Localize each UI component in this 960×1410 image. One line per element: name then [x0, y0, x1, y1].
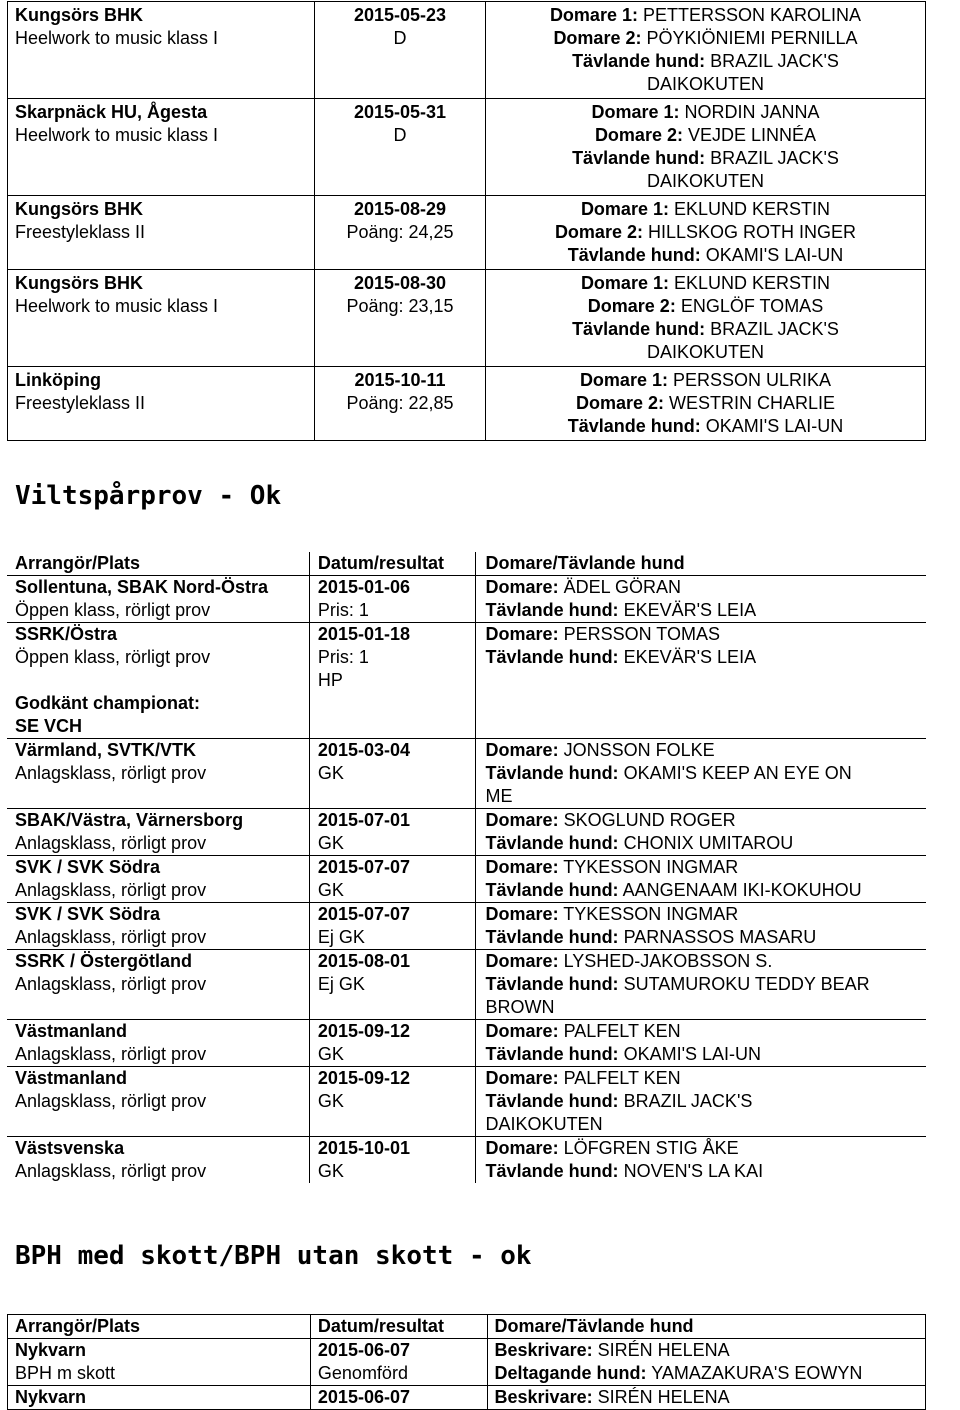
organizer-cell: [7, 856, 309, 903]
table-row: [7, 950, 926, 1020]
date-result-cell: [310, 1339, 487, 1386]
text-line: [486, 762, 926, 785]
text-line: Västmanland: [15, 1068, 128, 1088]
text-line: [486, 1137, 926, 1160]
field-label: Domare 2:: [587, 296, 676, 316]
table-row: [7, 903, 926, 950]
text-line: [486, 1090, 926, 1113]
date-result-cell: [309, 809, 475, 856]
field-label: Domare:: [485, 951, 559, 971]
field-value: PETTERSSON KAROLINA: [642, 5, 862, 25]
judges-dog-cell: [485, 367, 925, 441]
judges-dog-cell: [475, 623, 926, 739]
text-line: GK: [317, 880, 344, 900]
field-label: Beskrivare:: [494, 1340, 593, 1360]
judges-dog-cell: [485, 2, 925, 99]
organizer-cell: [7, 809, 309, 856]
table-row: [7, 856, 926, 903]
date-result-cell: [309, 1020, 475, 1067]
date-result-cell: [309, 576, 475, 623]
text-line: HP: [317, 670, 343, 690]
table-row: [8, 1339, 926, 1386]
field-label: Tävlande hund:: [572, 148, 706, 168]
field-label: Domare:: [485, 1068, 559, 1088]
text-line: Anlagsklass, rörligt prov: [15, 1091, 207, 1111]
date: 2015-08-29: [353, 199, 447, 219]
field-label: Domare 2:: [575, 393, 664, 413]
field-value: PERSSON TOMAS: [563, 624, 720, 644]
organizer-cell: [7, 623, 309, 739]
column-header: Arrangör/Plats: [7, 552, 309, 576]
text-line: [495, 1339, 925, 1362]
field-value: VEJDE LINNÉA: [687, 125, 817, 145]
text-line: 2015-09-12: [317, 1068, 410, 1088]
organizer-cell: [7, 950, 309, 1020]
text-line: GK: [317, 763, 344, 783]
organizer-cell: [8, 1386, 311, 1410]
field-value: NOVEN'S LA KAI: [623, 1161, 764, 1181]
table-row: [7, 1020, 926, 1067]
organizer-cell: [7, 739, 309, 809]
judges-dog-cell: [475, 903, 926, 950]
table-row: [8, 99, 926, 196]
field-label: Domare 1:: [579, 370, 668, 390]
field-label: Domare:: [485, 740, 559, 760]
field-label: Tävlande hund:: [485, 1044, 619, 1064]
organizer-cell: [8, 99, 315, 196]
date-result-cell: [315, 196, 486, 270]
text-line: [486, 50, 925, 73]
result: D: [393, 28, 407, 48]
result: Poäng: 24,25: [346, 222, 454, 242]
result: D: [393, 125, 407, 145]
field-label: Tävlande hund:: [572, 319, 706, 339]
class-name: Freestyleklass II: [15, 393, 146, 413]
text-line: [486, 147, 925, 170]
class-name: Heelwork to music klass I: [15, 125, 219, 145]
column-header: Domare/Tävlande hund: [487, 1315, 925, 1339]
text-line: Anlagsklass, rörligt prov: [15, 1161, 207, 1181]
text-line: [486, 1043, 926, 1066]
text-line: BPH m skott: [15, 1363, 116, 1383]
text-line: Anlagsklass, rörligt prov: [15, 1044, 207, 1064]
judges-dog-cell: [475, 1020, 926, 1067]
text-line: Pris: 1: [317, 647, 369, 667]
text-line: [486, 415, 925, 438]
text-line: Nykvarn: [15, 1387, 87, 1407]
text-line: [486, 739, 926, 762]
field-label: Tävlande hund:: [485, 974, 619, 994]
date-result-cell: [309, 950, 475, 1020]
table-row: [7, 809, 926, 856]
field-value: ME: [485, 786, 513, 806]
date-result-cell: [315, 2, 486, 99]
field-label: Tävlande hund:: [485, 600, 619, 620]
field-label: Tävlande hund:: [567, 416, 701, 436]
text-line: GK: [317, 1091, 344, 1111]
field-label: Tävlande hund:: [485, 763, 619, 783]
field-value: DAIKOKUTEN: [646, 171, 764, 191]
field-value: TYKESSON INGMAR: [563, 857, 739, 877]
date: 2015-08-30: [353, 273, 447, 293]
text-line: [495, 1386, 925, 1409]
date: 2015-05-31: [353, 102, 447, 122]
field-value: BRAZIL JACK'S: [623, 1091, 753, 1111]
judges-dog-cell: [475, 576, 926, 623]
text-line: 2015-09-12: [317, 1021, 410, 1041]
text-line: [486, 101, 925, 124]
field-label: Domare 2:: [554, 222, 643, 242]
field-value: EKLUND KERSTIN: [673, 273, 831, 293]
text-line: SSRK/Östra: [15, 624, 118, 644]
text-line: [486, 832, 926, 855]
column-header: Arrangör/Plats: [8, 1315, 311, 1339]
table-row: [7, 1137, 926, 1184]
judges-dog-cell: [475, 1067, 926, 1137]
field-value: OKAMI'S KEEP AN EYE ON: [623, 763, 852, 783]
field-value: HILLSKOG ROTH INGER: [647, 222, 857, 242]
table-row: [8, 2, 926, 99]
text-line: [486, 198, 925, 221]
text-line: GK: [317, 833, 344, 853]
organizer-cell: [7, 1137, 309, 1184]
text-line: SVK / SVK Södra: [15, 904, 161, 924]
field-value: ENGLÖF TOMAS: [680, 296, 824, 316]
text-line: GK: [317, 1044, 344, 1064]
field-label: Tävlande hund:: [567, 245, 701, 265]
column-header: Datum/resultat: [310, 1315, 487, 1339]
header-row: [8, 1315, 926, 1339]
text-line: [486, 623, 926, 646]
result: Poäng: 23,15: [346, 296, 454, 316]
judges-dog-cell: [485, 196, 925, 270]
text-line: 2015-08-01: [317, 951, 410, 971]
text-line: [486, 272, 925, 295]
date-result-cell: [310, 1386, 487, 1410]
field-label: Domare:: [485, 1021, 559, 1041]
field-value: OKAMI'S LAI-UN: [705, 416, 844, 436]
text-line: [486, 392, 925, 415]
text-line: Värmland, SVTK/VTK: [15, 740, 197, 760]
field-label: Deltagande hund:: [494, 1363, 647, 1383]
field-label: Tävlande hund:: [485, 647, 619, 667]
date-result-cell: [309, 1137, 475, 1184]
organizer-cell: [8, 270, 315, 367]
text-line: Anlagsklass, rörligt prov: [15, 763, 207, 783]
text-line: Anlagsklass, rörligt prov: [15, 833, 207, 853]
text-line: SVK / SVK Södra: [15, 857, 161, 877]
text-line: [486, 318, 925, 341]
organizer-cell: [7, 1067, 309, 1137]
field-label: Domare:: [485, 810, 559, 830]
organizer-cell: [7, 576, 309, 623]
field-value: DAIKOKUTEN: [485, 1114, 603, 1134]
text-line: 2015-06-07: [317, 1387, 410, 1407]
text-line: [486, 221, 925, 244]
text-line: [486, 646, 926, 669]
text-line: GK: [317, 1161, 344, 1181]
field-value: NORDIN JANNA: [684, 102, 820, 122]
judges-dog-cell: [475, 950, 926, 1020]
text-line: 2015-07-07: [317, 857, 410, 877]
date: 2015-05-23: [353, 5, 447, 25]
field-value: BRAZIL JACK'S: [710, 319, 839, 339]
text-line: Västsvenska: [15, 1138, 125, 1158]
section-title-bph: BPH med skott/BPH utan skott - ok: [15, 1241, 532, 1271]
text-line: [486, 170, 925, 193]
field-value: PALFELT KEN: [563, 1021, 681, 1041]
field-value: DAIKOKUTEN: [646, 74, 764, 94]
date-result-cell: [315, 99, 486, 196]
field-label: Domare:: [485, 577, 559, 597]
column-header: Datum/resultat: [309, 552, 475, 576]
organizer-cell: [8, 1339, 311, 1386]
field-value: WESTRIN CHARLIE: [669, 393, 836, 413]
organizer-cell: [8, 367, 315, 441]
field-value: BRAZIL JACK'S: [710, 51, 839, 71]
field-value: SIRÉN HELENA: [597, 1387, 730, 1407]
field-label: Tävlande hund:: [485, 833, 619, 853]
class-name: Freestyleklass II: [15, 222, 146, 242]
text-line: [486, 950, 926, 973]
text-line: [486, 124, 925, 147]
field-label: Domare 2:: [594, 125, 683, 145]
text-line: [486, 295, 925, 318]
text-line: Anlagsklass, rörligt prov: [15, 927, 207, 947]
field-value: AANGENAAM IKI-KOKUHOU: [622, 880, 862, 900]
field-label: Domare 1:: [580, 273, 669, 293]
field-label: Tävlande hund:: [485, 1161, 619, 1181]
field-label: Tävlande hund:: [485, 1091, 619, 1111]
table-row: [7, 739, 926, 809]
organizer-cell: [8, 196, 315, 270]
heelwork-results-table: [7, 1, 926, 441]
club-name: Kungsörs BHK: [15, 5, 144, 25]
field-value: OKAMI'S LAI-UN: [623, 1044, 762, 1064]
section-title-viltspar: Viltspårprov - Ok: [15, 481, 282, 511]
organizer-cell: [7, 1020, 309, 1067]
field-label: Beskrivare:: [494, 1387, 593, 1407]
text-line: Godkänt championat:: [15, 693, 201, 713]
text-line: [486, 576, 926, 599]
field-value: SKOGLUND ROGER: [563, 810, 736, 830]
date-result-cell: [309, 739, 475, 809]
field-label: Domare 1:: [580, 199, 669, 219]
text-line: [486, 973, 926, 996]
field-value: BRAZIL JACK'S: [710, 148, 839, 168]
field-label: Tävlande hund:: [572, 51, 706, 71]
field-value: CHONIX UMITAROU: [623, 833, 794, 853]
text-line: Nykvarn: [15, 1340, 87, 1360]
field-value: JONSSON FOLKE: [563, 740, 715, 760]
text-line: Västmanland: [15, 1021, 128, 1041]
judges-dog-cell: [487, 1386, 925, 1410]
text-line: [486, 369, 925, 392]
result: Poäng: 22,85: [346, 393, 454, 413]
text-line: 2015-06-07: [317, 1340, 410, 1360]
text-line: 2015-10-01: [317, 1138, 410, 1158]
text-line: [486, 1113, 926, 1136]
text-line: 2015-01-06: [317, 577, 410, 597]
judges-dog-cell: [485, 270, 925, 367]
text-line: Anlagsklass, rörligt prov: [15, 880, 207, 900]
text-line: [486, 903, 926, 926]
field-value: EKEVÄR'S LEIA: [623, 647, 757, 667]
field-value: PÖYKIÖNIEMI PERNILLA: [646, 28, 858, 48]
field-value: DAIKOKUTEN: [646, 342, 764, 362]
date-result-cell: [315, 270, 486, 367]
class-name: Heelwork to music klass I: [15, 28, 219, 48]
organizer-cell: [7, 903, 309, 950]
field-value: SUTAMUROKU TEDDY BEAR: [623, 974, 870, 994]
text-line: Öppen klass, rörligt prov: [15, 647, 211, 667]
field-value: LÖFGREN STIG ÅKE: [563, 1138, 739, 1158]
text-line: [486, 244, 925, 267]
field-label: Tävlande hund:: [485, 927, 619, 947]
field-label: Domare:: [485, 904, 559, 924]
field-value: PALFELT KEN: [563, 1068, 681, 1088]
date-result-cell: [309, 623, 475, 739]
club-name: Linköping: [15, 370, 101, 390]
column-header: Domare/Tävlande hund: [475, 552, 926, 576]
field-value: EKEVÄR'S LEIA: [623, 600, 757, 620]
date-result-cell: [309, 856, 475, 903]
field-label: Domare:: [485, 624, 559, 644]
judges-dog-cell: [475, 739, 926, 809]
bph-results-table: [7, 1314, 926, 1410]
text-line: [486, 4, 925, 27]
text-line: [486, 599, 926, 622]
text-line: 2015-07-01: [317, 810, 410, 830]
text-line: [486, 1020, 926, 1043]
field-label: Domare 1:: [591, 102, 680, 122]
field-label: Tävlande hund:: [485, 880, 619, 900]
table-row: [8, 270, 926, 367]
viltspar-results-table: [7, 552, 926, 1183]
text-line: Sollentuna, SBAK Nord-Östra: [15, 577, 269, 597]
text-line: [486, 926, 926, 949]
date-result-cell: [309, 1067, 475, 1137]
date-result-cell: [315, 367, 486, 441]
field-value: LYSHED-JAKOBSSON S.: [563, 951, 773, 971]
judges-dog-cell: [487, 1339, 925, 1386]
field-label: Domare:: [485, 857, 559, 877]
text-line: [486, 27, 925, 50]
field-value: TYKESSON INGMAR: [563, 904, 739, 924]
text-line: [495, 1362, 925, 1385]
organizer-cell: [8, 2, 315, 99]
field-value: SIRÉN HELENA: [597, 1340, 730, 1360]
class-name: Heelwork to music klass I: [15, 296, 219, 316]
text-line: [486, 73, 925, 96]
header-row: [7, 552, 926, 576]
field-value: BROWN: [485, 997, 555, 1017]
field-value: ÄDEL GÖRAN: [563, 577, 681, 597]
text-line: Anlagsklass, rörligt prov: [15, 974, 207, 994]
text-line: Ej GK: [317, 927, 365, 947]
text-line: [486, 1067, 926, 1090]
text-line: 2015-01-18: [317, 624, 410, 644]
text-line: 2015-03-04: [317, 740, 410, 760]
spacer: [15, 669, 309, 692]
field-label: Domare 1:: [549, 5, 638, 25]
field-value: EKLUND KERSTIN: [673, 199, 831, 219]
text-line: SSRK / Östergötland: [15, 951, 193, 971]
table-row: [7, 623, 926, 739]
text-line: [486, 785, 926, 808]
text-line: Öppen klass, rörligt prov: [15, 600, 211, 620]
text-line: SE VCH: [15, 716, 83, 736]
field-value: OKAMI'S LAI-UN: [705, 245, 844, 265]
text-line: [486, 809, 926, 832]
table-row: [8, 1386, 926, 1410]
text-line: [486, 1160, 926, 1183]
club-name: Skarpnäck HU, Ågesta: [15, 102, 208, 122]
judges-dog-cell: [475, 1137, 926, 1184]
field-value: YAMAZAKURA'S EOWYN: [651, 1363, 863, 1383]
date-result-cell: [309, 903, 475, 950]
table-row: [8, 367, 926, 441]
field-value: PERSSON ULRIKA: [672, 370, 832, 390]
field-label: Domare:: [485, 1138, 559, 1158]
text-line: [486, 996, 926, 1019]
text-line: Pris: 1: [317, 600, 369, 620]
table-row: [8, 196, 926, 270]
field-value: PARNASSOS MASARU: [623, 927, 817, 947]
table-row: [7, 576, 926, 623]
field-label: Domare 2:: [553, 28, 642, 48]
text-line: [486, 341, 925, 364]
text-line: 2015-07-07: [317, 904, 410, 924]
judges-dog-cell: [475, 809, 926, 856]
text-line: [486, 879, 926, 902]
text-line: [486, 856, 926, 879]
text-line: Genomförd: [317, 1363, 408, 1383]
club-name: Kungsörs BHK: [15, 199, 144, 219]
club-name: Kungsörs BHK: [15, 273, 144, 293]
judges-dog-cell: [485, 99, 925, 196]
text-line: Ej GK: [317, 974, 365, 994]
table-row: [7, 1067, 926, 1137]
judges-dog-cell: [475, 856, 926, 903]
date: 2015-10-11: [354, 370, 446, 390]
text-line: SBAK/Västra, Värnersborg: [15, 810, 244, 830]
